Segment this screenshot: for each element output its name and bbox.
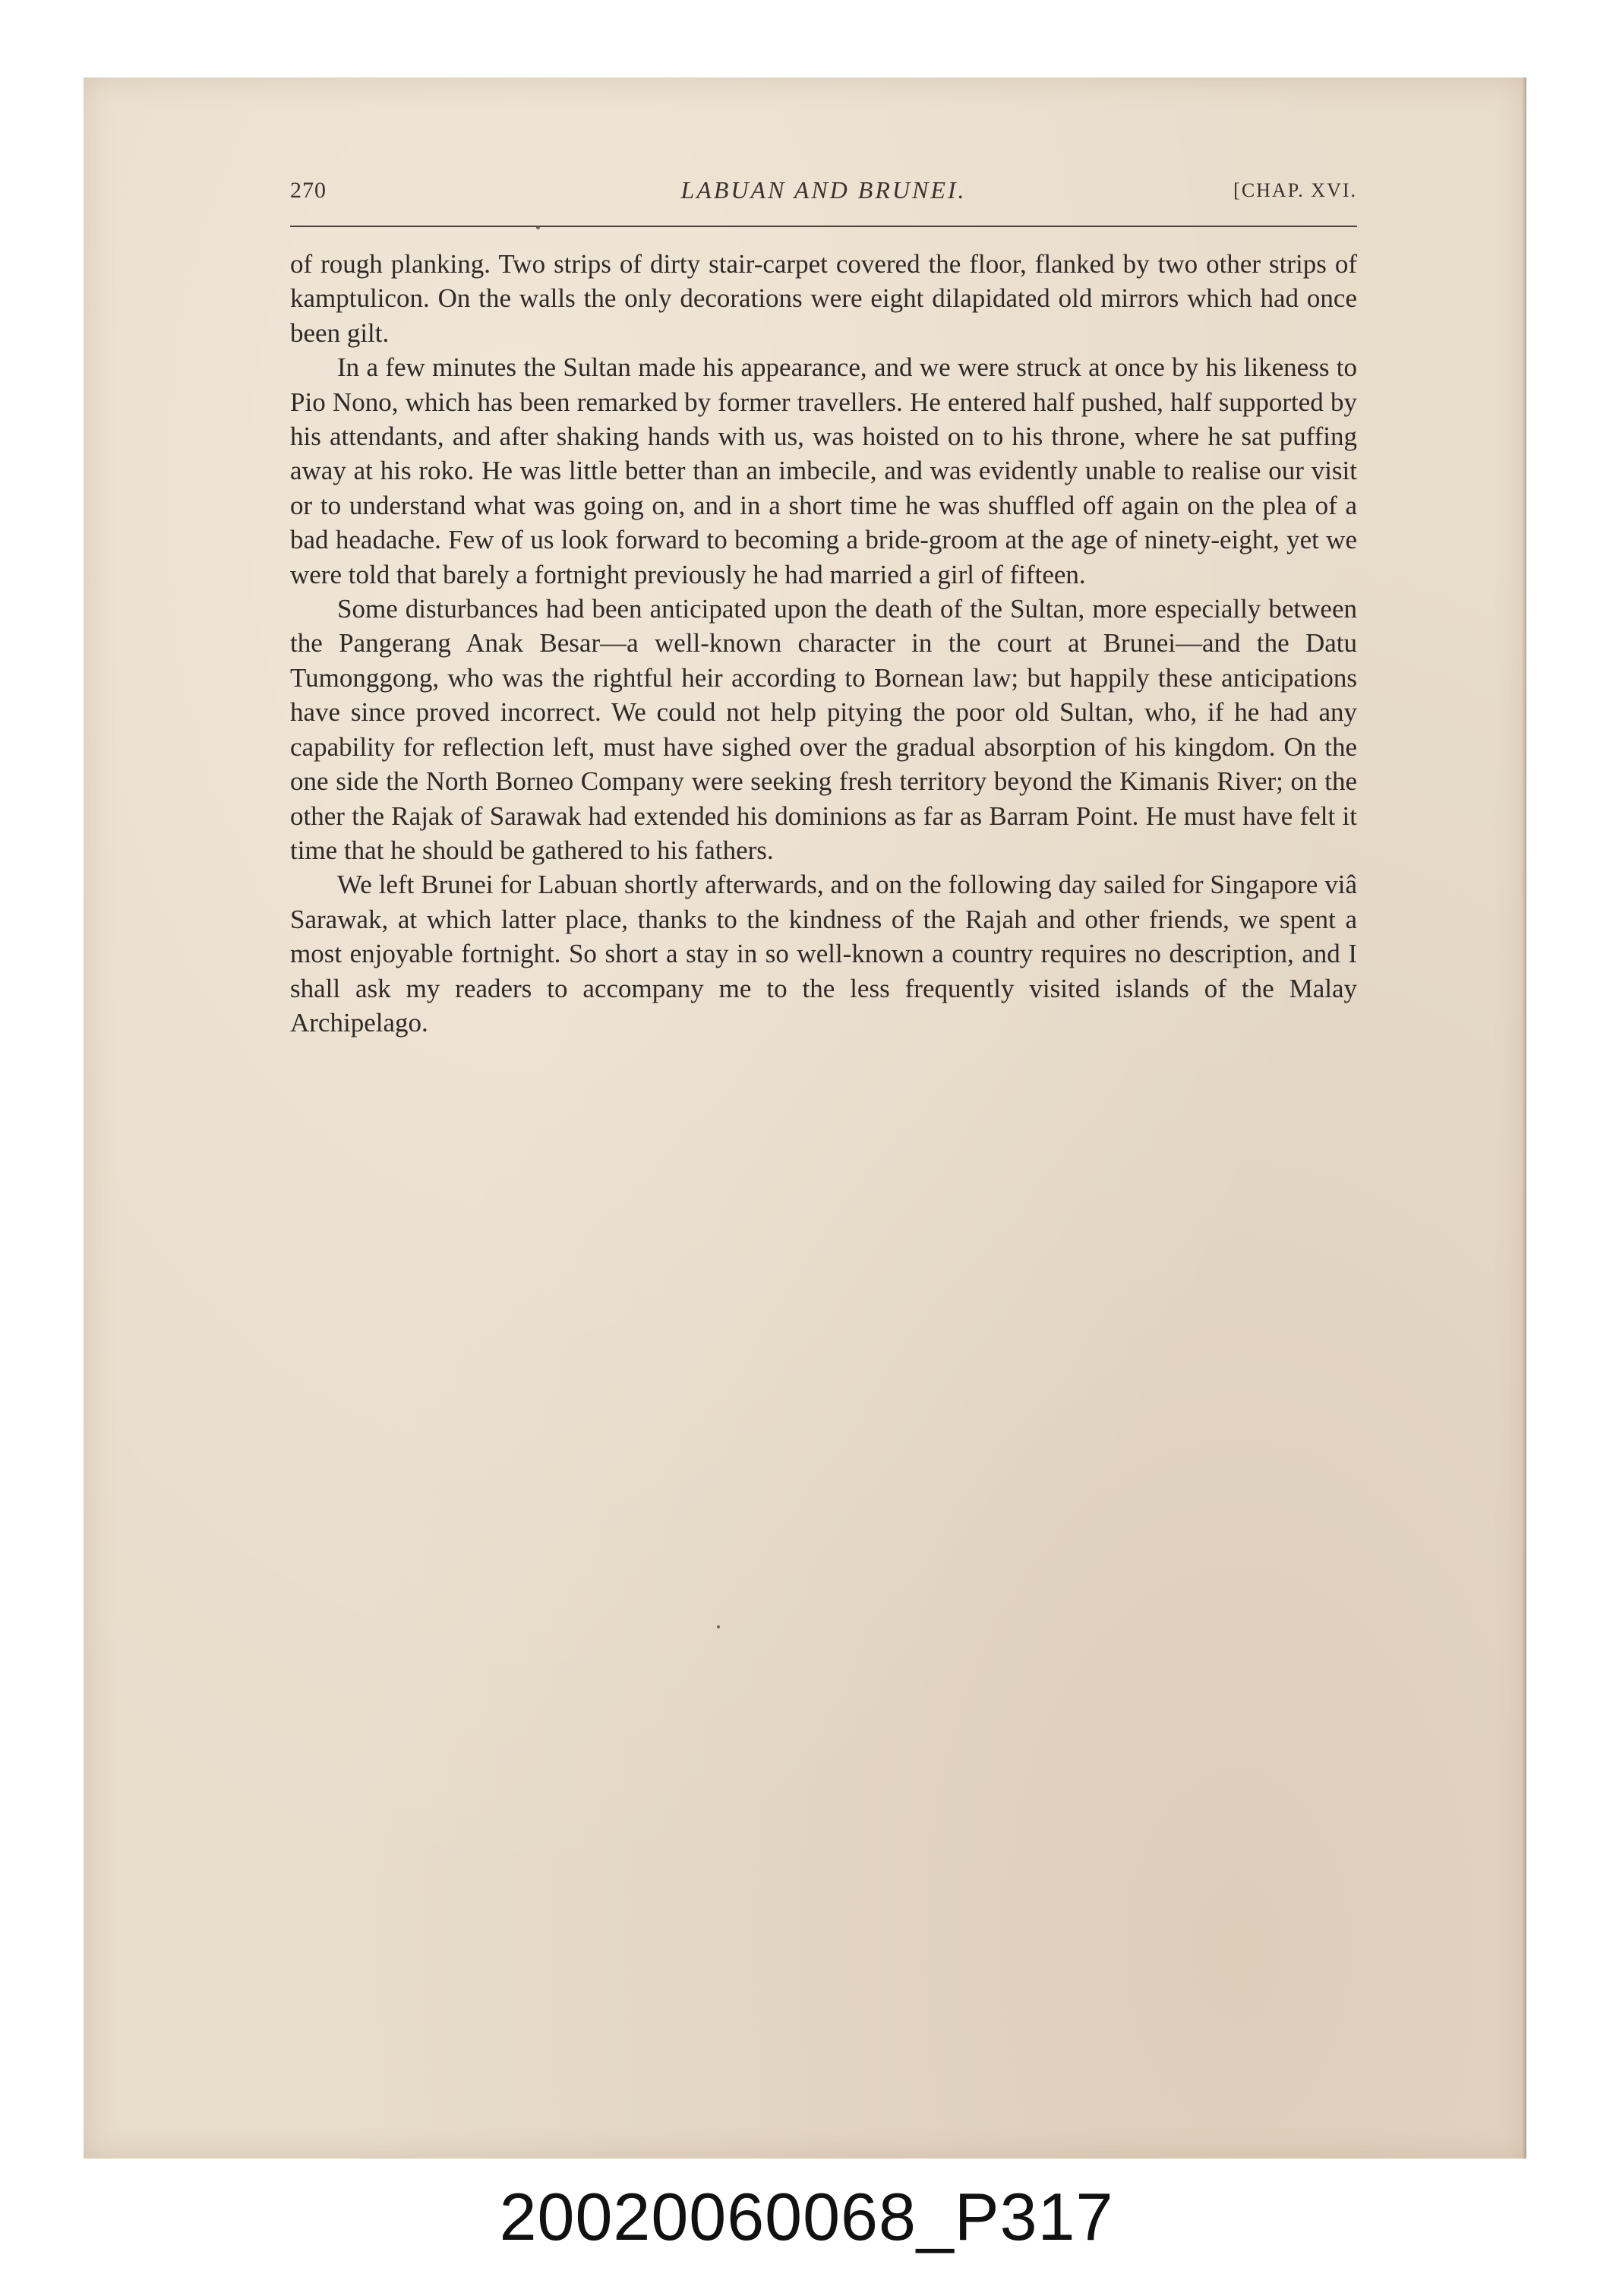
ink-speck <box>717 1625 720 1628</box>
paragraph-disturbances: Some disturbances had been anticipated upon the death of the Sultan, more especially between the Pangerang Anak Besar—a well-known character in the court at Brunei—and the Datu Tumonggong, who was the rightful heir according to Bornean law; but happily these anticipations have since proved incorrect. We could not help pitying the poor old Sultan, who, if he had any capability for reflection left, must have sighed over the gradual absorption of his kingdom. On the one side the North Borneo Company were seeking fresh territory beyond the Kimanis River; on the other the Rajak of Sarawak had extended his dominions as far as Barram Point. He must have felt it time that he should be gathered to his fathers. <box>290 594 1357 865</box>
running-title: LABUAN AND BRUNEI. <box>680 176 967 204</box>
page-edge-shadow <box>1522 77 1526 2159</box>
chapter-mark: [CHAP. XVI. <box>1233 179 1357 201</box>
paragraph-continued: of rough planking. Two strips of dirty stair-carpet covered the floor, flanked by two other strips of kamptulicon. On the walls the only decorations were eight dilapidated old mirrors which had once been gilt. <box>290 249 1357 348</box>
header-rule <box>290 226 1357 227</box>
catalog-id: 20020060068_P317 <box>499 2179 1114 2254</box>
paragraph-departure: We left Brunei for Labuan shortly afterwards, and on the following day sailed for Singapore viâ Sarawak, at which latter place, thanks to the kindness of the Rajah and other friends, we spent a most enjoyable fortnight. So short a stay in so well-known a country requires no description, and I shall ask my readers to accompany me to the less frequently visited islands of the Malay Archipelago. <box>290 870 1357 1037</box>
paragraph-sultan-appearance: In a few minutes the Sultan made his appearance, and we were struck at once by his likeness to Pio Nono, which has been remarked by former travellers. He entered half pushed, half supported by his attendants, and after shaking hands with us, was hoisted on to his throne, where he sat puffing away at his roko. He was little better than an imbecile, and was evidently unable to realise our visit or to understand what was going on, and in a short time he was shuffled off again on the plea of a bad headache. Few of us look forward to becoming a bride-groom at the age of ninety-eight, yet we were told that barely a fortnight previously he had married a girl of fifteen. <box>290 352 1357 589</box>
body-text <box>290 247 1357 1040</box>
running-head <box>290 176 1357 214</box>
page-number: 270 <box>290 178 327 203</box>
